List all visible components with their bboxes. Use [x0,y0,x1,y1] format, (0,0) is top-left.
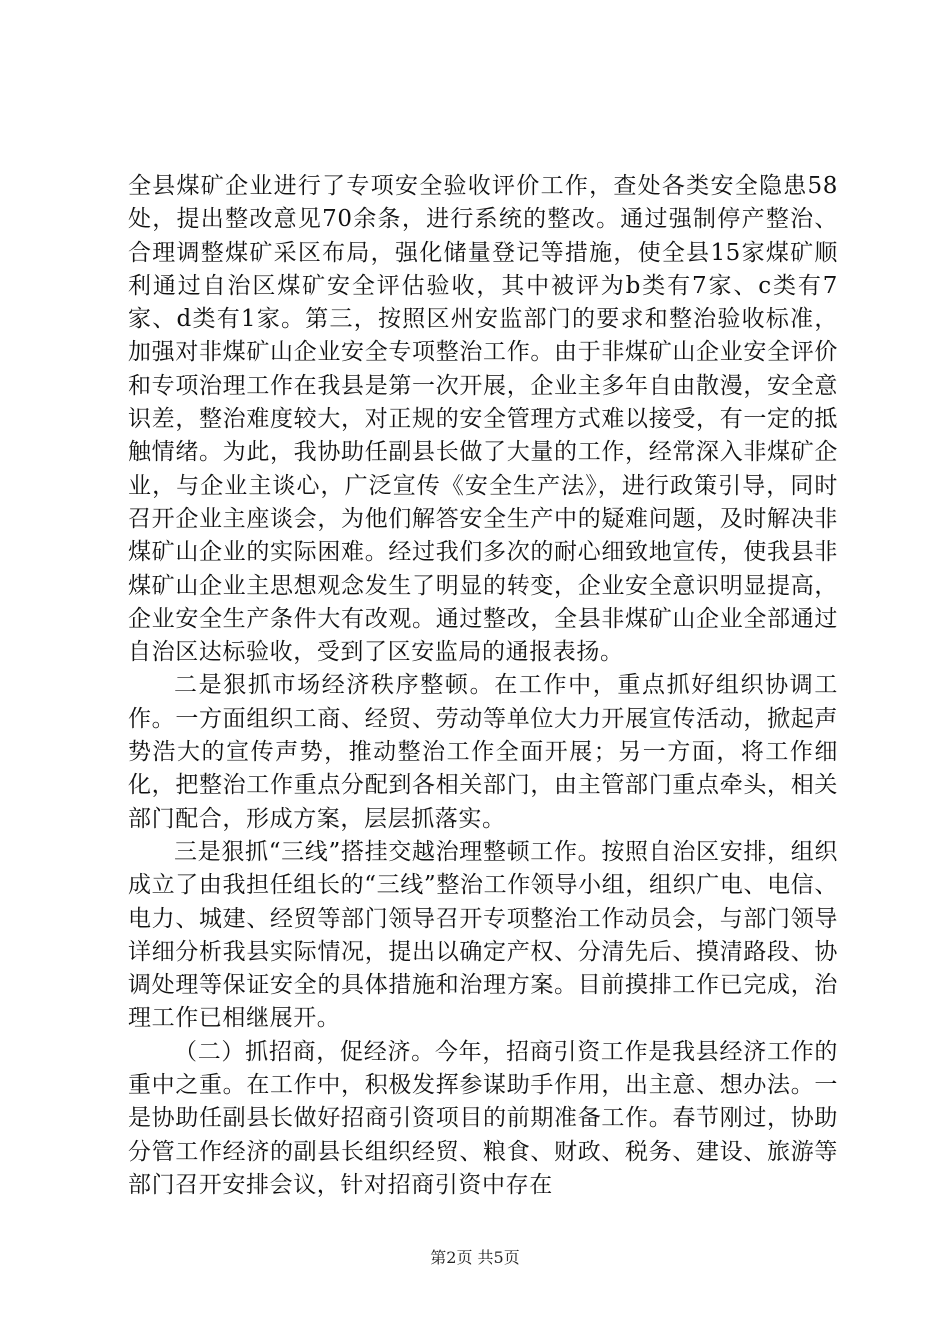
document-body [128,170,838,1202]
paragraph-investment: （二）抓招商，促经济。今年，招商引资工作是我县经济工作的重中之重。在工作中，积极发挥参谋助手作用，出主意、想办法。一是协助任副县长做好招商引资项目的前期准备工作。春节刚过，协助分管工作经济的副县长组织经贸、粮食、财政、税务、建设、旅游等部门召开安排会议，针对招商引资中存在 [128,1038,838,1198]
paragraph-coal-mine-safety: 全县煤矿企业进行了专项安全验收评价工作，查处各类安全隐患58处，提出整改意见70余条，进行系统的整改。通过强制停产整治、合理调整煤矿采区布局，强化储量登记等措施，使全县15家煤矿顺利通过自治区煤矿安全评估验收，其中被评为b类有7家、c类有7家、d类有1家。第三，按照区州安监部门的要求和整治验收标准，加强对非煤矿山企业安全专项整治工作。由于非煤矿山企业安全评价和专项治理工作在我县是第一次开展，企业主多年自由散漫，安全意识差，整治难度较大，对正规的安全管理方式难以接受，有一定的抵触情绪。为此，我协助任副县长做了大量的工作，经常深入非煤矿企业，与企业主谈心，广泛宣传《安全生产法》，进行政策引导，同时召开企业主座谈会，为他们解答安全生产中的疑难问题，及时解决非煤矿山企业的实际困难。经过我们多次的耐心细致地宣传，使我县非煤矿山企业主思想观念发生了明显的转变，企业安全意识明显提高，企业安全生产条件大有改观。通过整改，全县非煤矿山企业全部通过自治区达标验收，受到了区安监局的通报表扬。 [128,173,838,666]
paragraph-market-order: 二是狠抓市场经济秩序整顿。在工作中，重点抓好组织协调工作。一方面组织工商、经贸、劳动等单位大力开展宣传活动，掀起声势浩大的宣传声势，推动整治工作全面开展；另一方面，将工作细化，把整治工作重点分配到各相关部门，由主管部门重点牵头，相关部门配合，形成方案，层层抓落实。 [128,672,838,832]
page-number-footer: 第2页 共5页 [430,1248,520,1267]
paragraph-three-lines: 三是狠抓“三线”搭挂交越治理整顿工作。按照自治区安排，组织成立了由我担任组长的“三线”整治工作领导小组，组织广电、电信、电力、城建、经贸等部门领导召开专项整治工作动员会，与部门领导详细分析我县实际情况，提出以确定产权、分清先后、摸清路段、协调处理等保证安全的具体措施和治理方案。目前摸排工作已完成，治理工作已相继展开。 [128,838,838,1032]
